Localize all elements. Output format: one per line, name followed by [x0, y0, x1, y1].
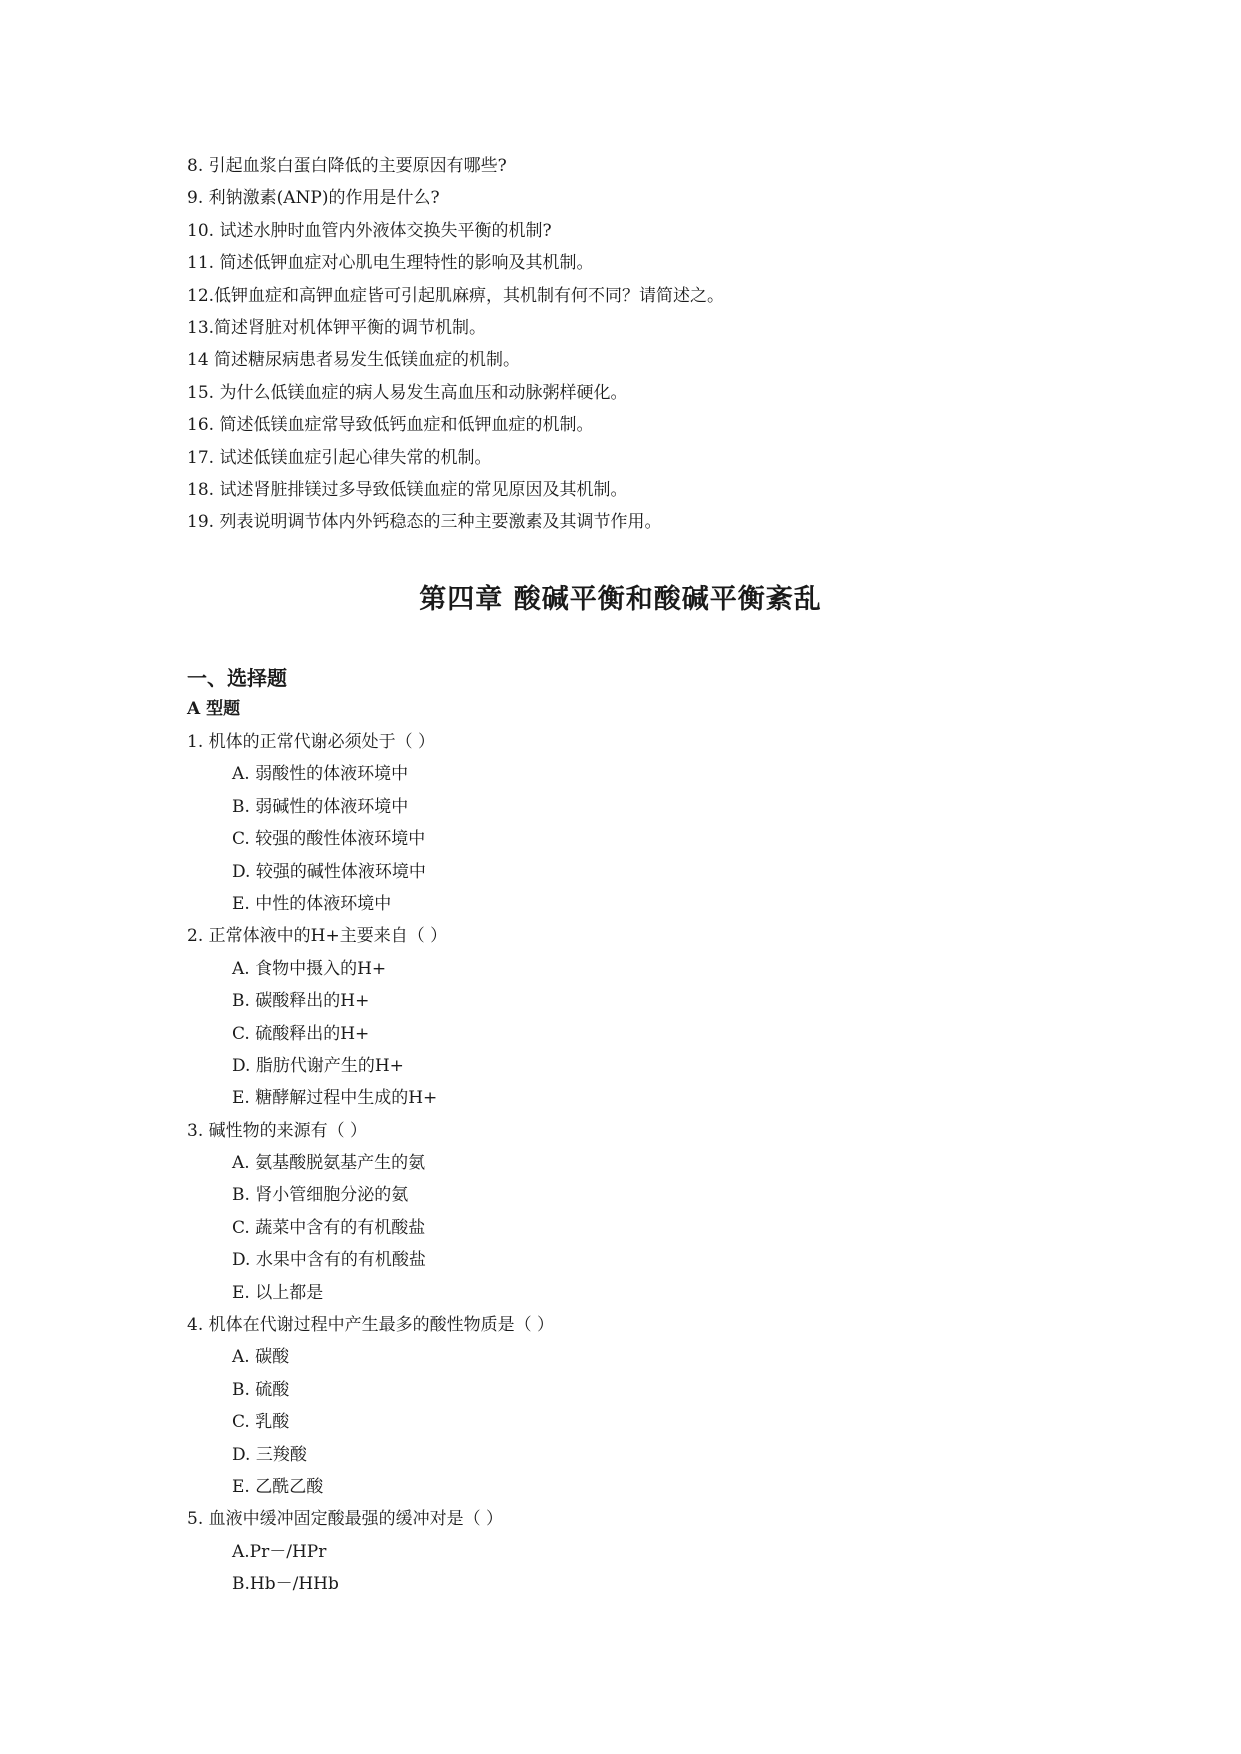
- list-item: 11. 简述低钾血症对心肌电生理特性的影响及其机制。: [187, 253, 594, 274]
- answer-option: A. 碳酸: [232, 1347, 290, 1368]
- question-type-label: A 型题: [187, 699, 241, 719]
- answer-option: B. 硫酸: [232, 1379, 290, 1400]
- answer-option: B. 弱碱性的体液环境中: [232, 796, 409, 817]
- list-item: 19. 列表说明调节体内外钙稳态的三种主要激素及其调节作用。: [187, 512, 662, 533]
- list-item: 18. 试述肾脏排镁过多导致低镁血症的常见原因及其机制。: [187, 479, 628, 500]
- answer-option: D. 脂肪代谢产生的H+: [232, 1055, 404, 1076]
- answer-option: C. 硫酸释出的H+: [232, 1023, 370, 1044]
- list-item: 8. 引起血浆白蛋白降低的主要原因有哪些?: [187, 156, 507, 176]
- question-stem: 5. 血液中缓冲固定酸最强的缓冲对是（ ）: [187, 1509, 504, 1530]
- answer-option: C. 较强的酸性体液环境中: [232, 829, 426, 850]
- answer-option: B. 碳酸释出的H+: [232, 991, 370, 1012]
- answer-option: C. 蔬菜中含有的有机酸盐: [232, 1217, 426, 1238]
- question-stem: 3. 碱性物的来源有（ ）: [187, 1120, 368, 1141]
- answer-option: E. 中性的体液环境中: [232, 893, 392, 914]
- answer-option: A.Pr－/HPr: [232, 1541, 327, 1562]
- question-stem: 4. 机体在代谢过程中产生最多的酸性物质是（ ）: [187, 1315, 555, 1336]
- list-item: 9. 利钠激素(ANP)的作用是什么?: [187, 188, 440, 209]
- list-item: 16. 简述低镁血症常导致低钙血症和低钾血症的机制。: [187, 415, 594, 436]
- list-item: 12.低钾血症和高钾血症皆可引起肌麻痹，其机制有何不同？请简述之。: [187, 285, 725, 306]
- answer-option: B.Hb－/HHb: [232, 1574, 339, 1595]
- answer-option: E. 糖酵解过程中生成的H+: [232, 1088, 438, 1109]
- list-item: 13.简述肾脏对机体钾平衡的调节机制。: [187, 317, 487, 338]
- answer-option: A. 弱酸性的体液环境中: [232, 764, 409, 785]
- question-stem: 1. 机体的正常代谢必须处于（ ）: [187, 732, 436, 752]
- answer-option: D. 水果中含有的有机酸盐: [232, 1250, 426, 1271]
- list-item: 15. 为什么低镁血症的病人易发生高血压和动脉粥样硬化。: [187, 382, 628, 403]
- list-item: 14 简述糖尿病患者易发生低镁血症的机制。: [187, 350, 521, 371]
- chapter-title: 第四章 酸碱平衡和酸碱平衡紊乱: [419, 584, 822, 615]
- answer-option: D. 三羧酸: [232, 1444, 307, 1465]
- section-title: 一、选择题: [187, 666, 287, 690]
- answer-option: A. 氨基酸脱氨基产生的氨: [232, 1153, 426, 1174]
- answer-option: E. 乙酰乙酸: [232, 1476, 324, 1497]
- answer-option: A. 食物中摄入的H+: [232, 958, 387, 979]
- answer-option: C. 乳酸: [232, 1412, 290, 1433]
- list-item: 17. 试述低镁血症引起心律失常的机制。: [187, 447, 492, 468]
- answer-option: D. 较强的碱性体液环境中: [232, 861, 426, 882]
- answer-option: E. 以上都是: [232, 1282, 324, 1303]
- question-stem: 2. 正常体液中的H+主要来自（ ）: [187, 926, 448, 947]
- question-list: [187, 726, 1087, 1601]
- answer-option: B. 肾小管细胞分泌的氨: [232, 1185, 409, 1206]
- previous-questions-list: [187, 150, 1087, 539]
- list-item: 10. 试述水肿时血管内外液体交换失平衡的机制?: [187, 220, 552, 241]
